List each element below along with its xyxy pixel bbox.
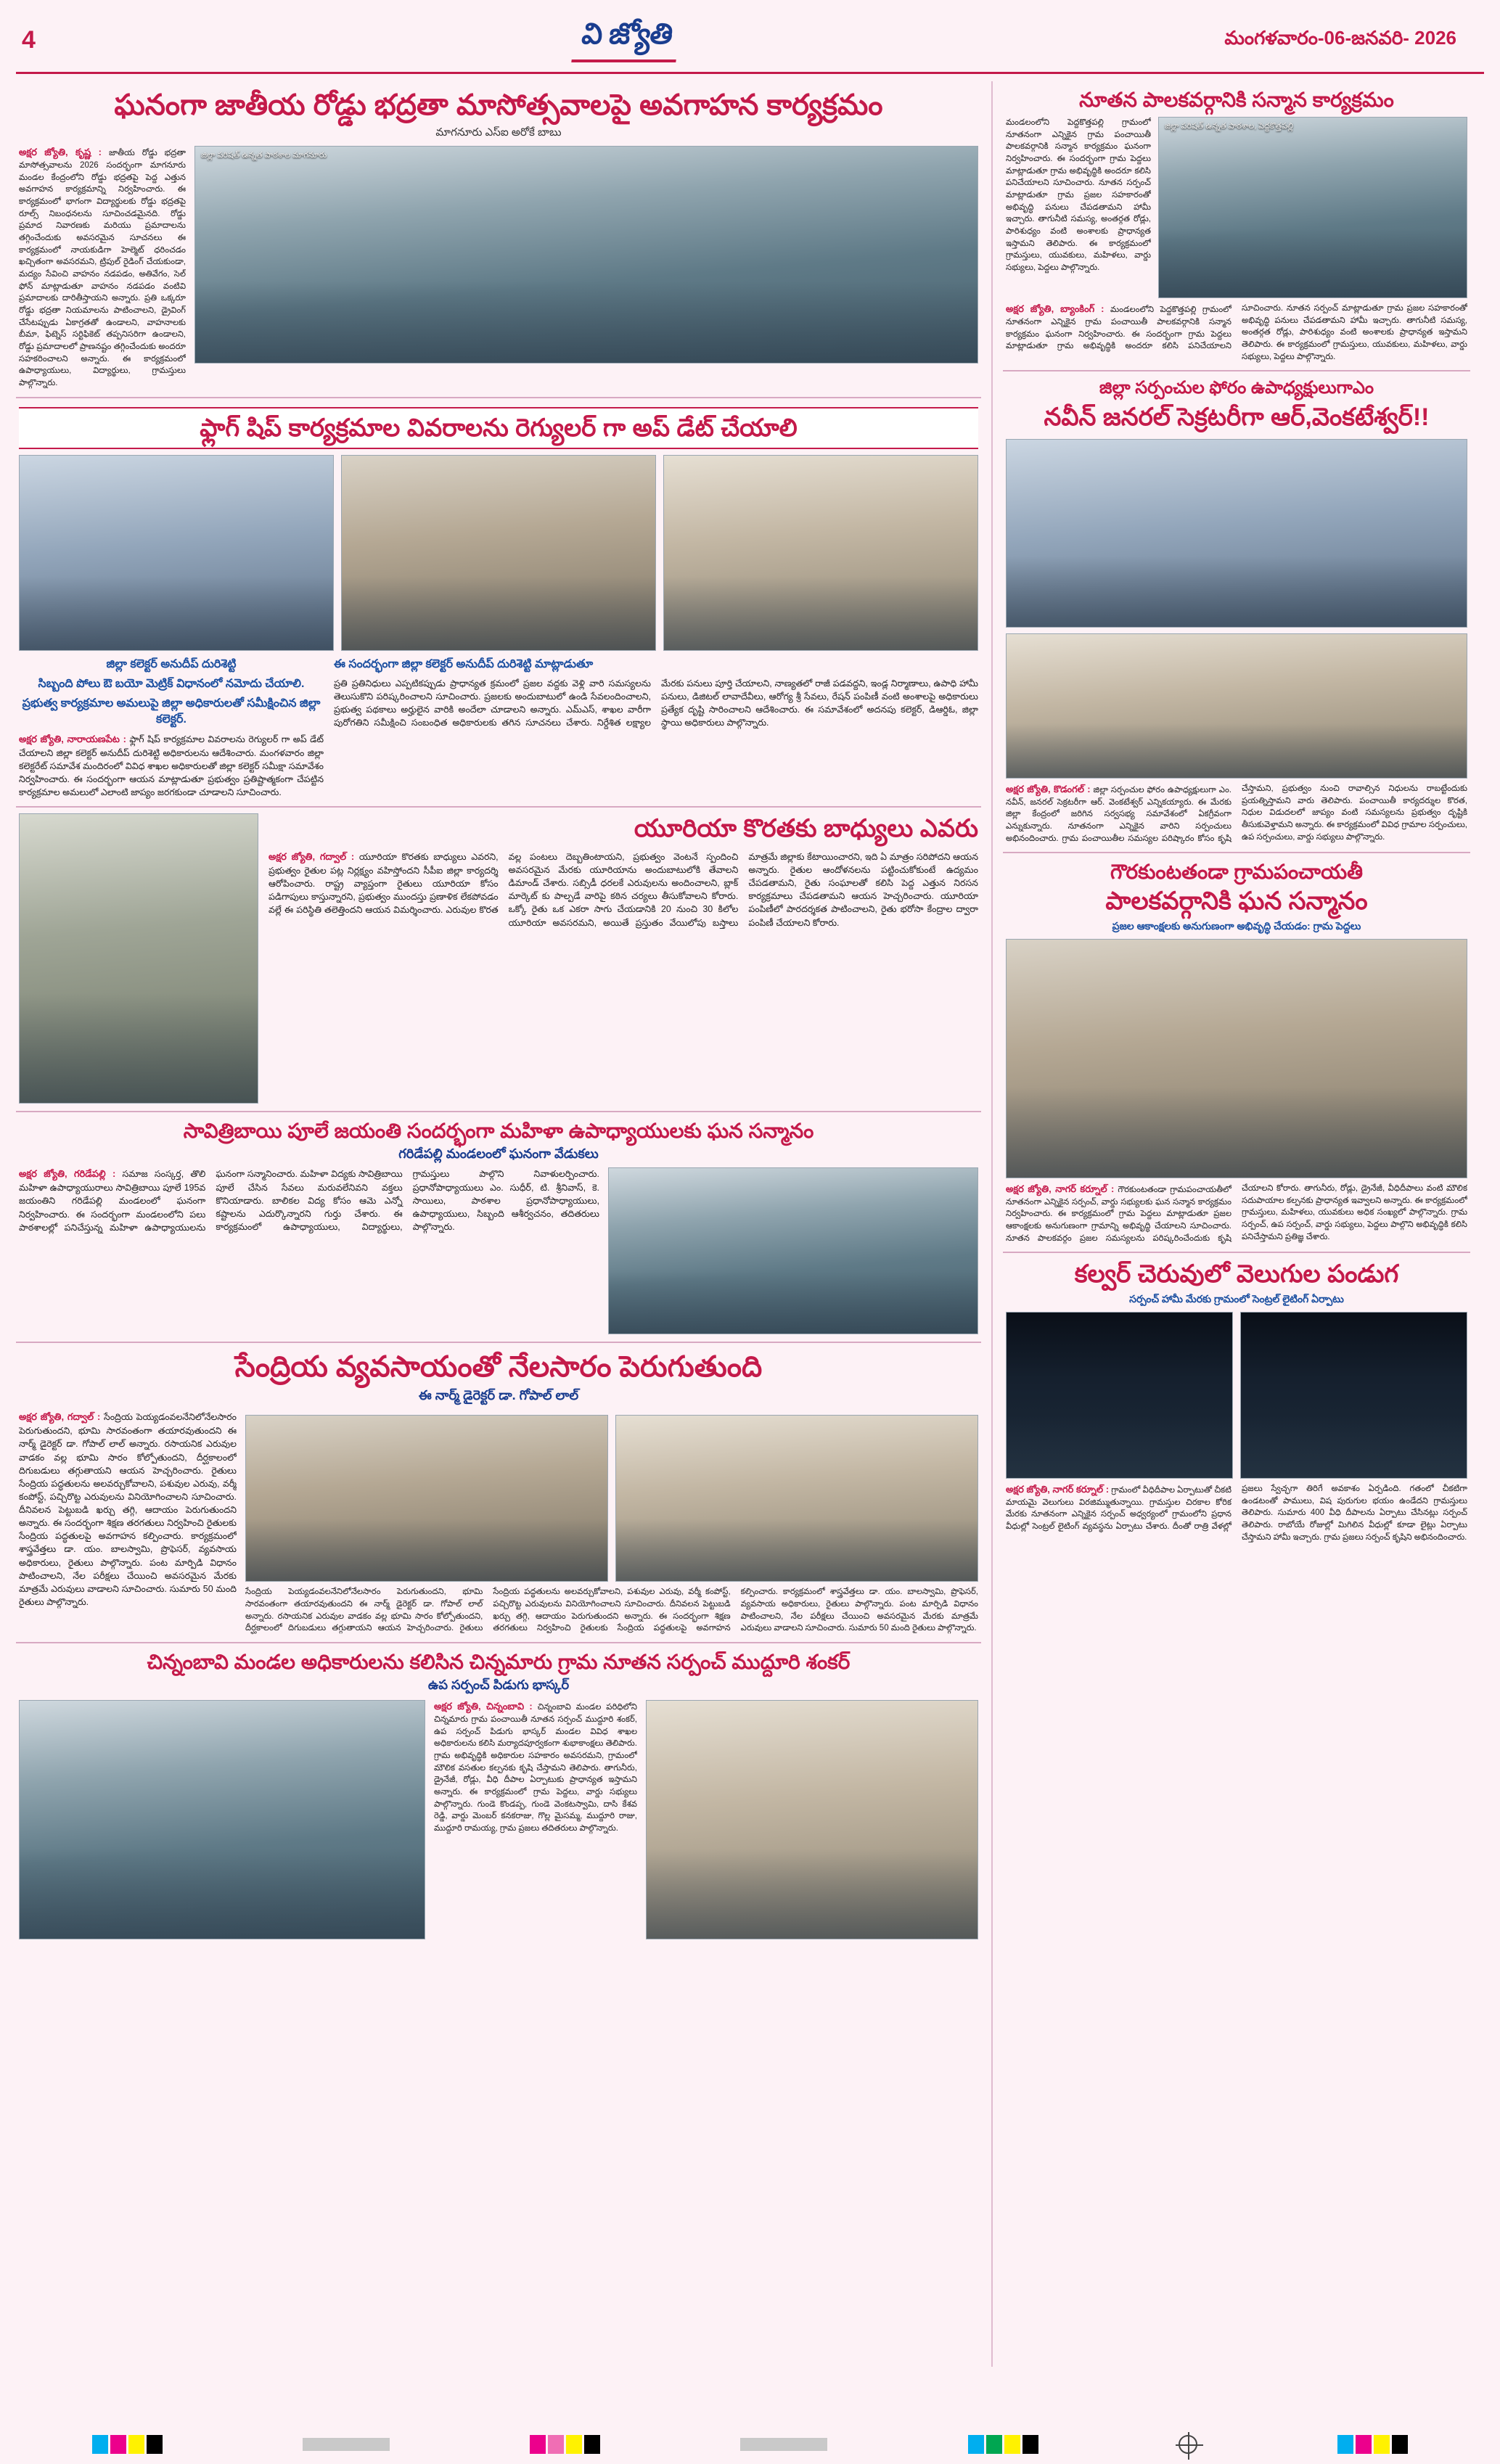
article-headline: చిన్నంబావి మండల అధికారులను కలిసిన చిన్నమారు గ్రామ నూతన సర్పంచ్ ముద్దూరి శంకర్ — [147, 1651, 851, 1674]
color-swatch-magenta — [530, 2435, 546, 2454]
article-subhead: ప్రజల ఆకాంక్షలకు అనుగుణంగా అభివృద్ధి చేయడం: గ్రామ పెద్దలు — [1112, 919, 1361, 932]
article-photo-1 — [1006, 439, 1467, 628]
body-part: జిల్లా సర్పంచుల ఫోరం ఉపాధ్యక్షులుగా ఎం. నవీన్, జనరల్ సెక్రటరీగా ఆర్. వెంకటేశ్వర్ ఎన్నికయ్యారు. ఈ మేరకు జిల్లా కేంద్రంలో జరిగిన సర్వసభ్య సమావేశంలో ఏకగ్రీవంగా ఎన్నుకున్నారు. నూతనంగా ఎన్నికైన వారిని సర్పంచులు అభినందించారు. గ్రామ పంచాయితీల సమస్యల పరిష్కారం కోసం కృషి చేస్తామని, ప్రభుత్వం నుంచి రావాల్సిన నిధులను రాబట్టేందుకు ప్రయత్నిస్తామని వారు తెలిపారు. పంచాయితీ కార్యదర్శుల కొరత, నిధుల విడుదలలో జాప్యం వంటి సమస్యలను ప్రభుత్వం దృష్టికి తీసుకువెళ్తామని అన్నారు. ఈ కార్యక్రమంలో వివిధ గ్రామాల సర్పంచులు, ఉప సర్పంచులు, వార్డు సభ్యులు పాల్గొన్నారు. — [1006, 784, 1467, 843]
dateline: అక్షర జ్యోతి, నాగర్ కర్నూల్ : — [1006, 1483, 1110, 1495]
article-organic-farming — [16, 1343, 981, 1643]
article-photo-3 — [663, 455, 978, 651]
article-body — [19, 1167, 599, 1233]
photo-row — [1006, 1312, 1467, 1479]
color-bar-group-1 — [92, 2435, 163, 2454]
dateline: అక్షర జ్యోతి, గద్వాల్ : — [269, 850, 355, 862]
article-headline: కల్వర్ చెరువులో వెలుగుల పండుగ — [1074, 1260, 1399, 1289]
article-subhead: ఈ నార్మ్ డైరెక్టర్ డా. గోపాల్ లాల్ — [418, 1388, 579, 1403]
issue-date: మంగళవారం-06-జనవరి- 2026 — [1224, 27, 1456, 49]
grey-bar-2 — [740, 2438, 827, 2451]
newspaper-logo — [109, 18, 1144, 62]
article-headline: నూతన పాలకవర్గానికి సన్మాన కార్యక్రమం — [1079, 89, 1394, 111]
masthead — [16, 13, 1484, 74]
color-bar-group-3 — [968, 2435, 1038, 2454]
article-photo-2 — [646, 1700, 978, 1939]
color-swatch-magenta — [110, 2435, 126, 2454]
article-subhead: గరిడేపల్లి మండలంలో ఘనంగా వేడుకలు — [398, 1146, 599, 1162]
article-photo-1 — [19, 1700, 425, 1939]
dateline: అక్షర జ్యోతి, బ్యాంకింగ్ : — [1006, 303, 1104, 314]
article-gram-panchayat-honour — [1003, 853, 1470, 1253]
article-headline: సేంద్రియ వ్యవసాయంతో నేలసారం పెరుగుతుంది — [234, 1351, 763, 1384]
photo-caption: జిల్లా పరిషత్ ఉన్నత పాఠశాల మాగనూరు — [201, 151, 327, 160]
flagship-headline-band — [19, 407, 978, 450]
dateline: అక్షర జ్యోతి, గద్వాల్ : — [19, 1411, 101, 1423]
logo-text: వి జ్యోతి — [572, 18, 682, 62]
article-body — [19, 146, 186, 390]
article-photo — [608, 1167, 978, 1334]
page-number: 4 — [22, 26, 36, 54]
article-photo-2 — [341, 455, 656, 651]
photo-subcaption: ఈ సందర్భంగా జిల్లా కలెక్టర్ అనుదీప్ దురిశెట్టి మాట్లాడుతూ — [334, 658, 594, 671]
grey-bar-1 — [303, 2438, 390, 2451]
article-headline: సావిత్రిబాయి పూలే జయంతి సందర్భంగా మహిళా ఉపాధ్యాయులకు ఘన సన్మానం — [183, 1120, 814, 1143]
color-swatch-yellow — [1374, 2435, 1390, 2454]
body-part: గ్రామంలో వీధిదీపాల ఏర్పాటుతో చీకటి మాయమై వెలుగులు విరజిమ్ముతున్నాయి. గ్రామస్తుల చిరకాల కోరిక మేరకు నూతనంగా ఎన్నికైన సర్పంచ్ అధ్వర్యంలో గ్రామంలోని ప్రధాన వీధుల్లో సెంట్రల్ లైటింగ్ వ్యవస్థను ఏర్పాటు చేశారు. దీంతో రాత్రి వేళల్లో ప్రజలు స్వేచ్ఛగా తిరిగే అవకాశం ఏర్పడింది. గతంలో చీకటిగా ఉండటంతో పాములు, విష పురుగుల భయం ఉండేదని గ్రామస్తులు తెలిపారు. సుమారు 400 వీధి దీపాలను ఏర్పాటు చేసినట్లు సర్పంచ్ తెలిపారు. రాబోయే రోజుల్లో మిగిలిన వీధుల్లో కూడా లైట్లు ఏర్పాటు చేస్తామని హామీ ఇచ్చారు. గ్రామ ప్రజలు సర్పంచ్ కృషిని అభినందించారు. — [1006, 1484, 1467, 1542]
color-swatch-cyan — [968, 2435, 984, 2454]
article-headline: ఫ్లాగ్ షిప్ కార్యక్రమాల వివరాలను రెగ్యులర్ గా అప్ డేట్ చేయాలి — [200, 414, 798, 442]
article-photo — [1006, 939, 1467, 1178]
body-part: మండలంలోని పెద్దకొత్తపల్లి గ్రామంలో నూతనంగా ఎన్నికైన గ్రామ పంచాయితీ పాలకవర్గానికి సన్మాన కార్యక్రమం ఘనంగా నిర్వహించారు. ఈ సందర్భంగా గ్రామ పెద్దలు మాట్లాడుతూ గ్రామ అభివృద్ధికి అందరూ కలిసి పనిచేయాలని సూచించారు. నూతన సర్పంచ్ మాట్లాడుతూ గ్రామ ప్రజల సహకారంతో అభివృద్ధి పనులు చేపడతామని హామీ ఇచ్చారు. తాగునీటి సమస్య, అంతర్గత రోడ్లు, పారిశుధ్యం వంటి అంశాలకు ప్రాధాన్యత ఇస్తామని తెలిపారు. ఈ కార్యక్రమంలో గ్రామస్తులు, యువకులు, మహిళలు, వార్డు సభ్యులు, పెద్దలు పాల్గొన్నారు. — [1006, 304, 1467, 361]
photo-credit-2: సిబ్బంది పోలు ఔ బయో మెట్రిక్ విధానంలో నమోదు చేయాలి. — [38, 678, 305, 691]
color-bar-group-4 — [1337, 2435, 1408, 2454]
body-part: సమాజ సంస్కర్త, తొలి మహిళా ఉపాధ్యాయురాలు సావిత్రిబాయి పూలే 195వ జయంతిని గరిడేపల్లి మండలంలో ఘనంగా నిర్వహించారు. ఈ సందర్భంగా మండలంలోని పలు పాఠశాలల్లో పనిచేస్తున్న మహిళా ఉపాధ్యాయులను ఘనంగా సన్మానించారు. మహిళా విద్యకు సావిత్రిబాయి పూలే చేసిన సేవలు మరువలేనివని వక్తలు కొనియాడారు. బాలికల విద్య కోసం ఆమె ఎన్నో కష్టాలను ఎదుర్కొన్నారని గుర్తు చేశారు. ఈ కార్యక్రమంలో ఉపాధ్యాయులు, విద్యార్థులు, గ్రామస్తులు పాల్గొని నివాళులర్పించారు. ప్రధానోపాధ్యాయులు ఎం. సుధీర్, టి. శ్రీనివాస్, కె. సాయిలు, పాఠశాల ప్రధానోపాధ్యాయులు, ఉపాధ్యాయులు, సిబ్బంది ఆశీర్వచనం, తదితరులు పాల్గొన్నారు. — [19, 1169, 599, 1233]
color-swatch-pink — [548, 2435, 564, 2454]
article-photo-1 — [245, 1415, 608, 1582]
dateline: అక్షర జ్యోతి, నారాయణపేట : — [19, 734, 126, 745]
color-swatch-green — [986, 2435, 1002, 2454]
article-body-left — [19, 1410, 237, 1609]
article-subhead: ఉప సర్పంచ్ పిడుగు భాస్కర్ — [427, 1677, 570, 1693]
article-body — [269, 850, 978, 929]
article-body — [1006, 1183, 1467, 1245]
dateline: అక్షర జ్యోతి, నాగర్ కర్నూల్ : — [1006, 1183, 1115, 1194]
color-swatch-cyan — [1337, 2435, 1353, 2454]
registration-mark-icon — [1179, 2435, 1197, 2454]
dateline: అక్షర జ్యోతి, కొడంగల్ : — [1006, 783, 1091, 794]
article-street-lights — [1003, 1253, 1470, 1551]
color-swatch-black — [584, 2435, 600, 2454]
article-body-left: మండలంలోని పెద్దకొత్తపల్లి గ్రామంలో నూతనంగా ఎన్నికైన గ్రామ పంచాయితీ పాలకవర్గానికి సన్మాన కార్యక్రమం ఘనంగా నిర్వహించారు. ఈ సందర్భంగా గ్రామ పెద్దలు మాట్లాడుతూ గ్రామ అభివృద్ధికి అందరూ కలిసి పనిచేయాలని సూచించారు. నూతన సర్పంచ్ మాట్లాడుతూ గ్రామ ప్రజల సహకారంతో అభివృద్ధి పనులు చేపడతామని హామీ ఇచ్చారు. తాగునీటి సమస్య, అంతర్గత రోడ్లు, పారిశుధ్యం వంటి అంశాలకు ప్రాధాన్యత ఇస్తామని తెలిపారు. ఈ కార్యక్రమంలో గ్రామస్తులు, యువకులు, మహిళలు, వార్డు సభ్యులు, పెద్దలు పాల్గొన్నారు. — [1006, 118, 1151, 273]
article-sarpanch-forum — [1003, 371, 1470, 853]
article-headline: పాలకవర్గానికి ఘన సన్మానం — [1105, 887, 1368, 916]
article-headline: ఘనంగా జాతీయ రోడ్డు భద్రతా మాసోత్సవాలపై అవగాహన కార్యక్రమం — [114, 89, 883, 121]
body-part: యూరియా కొరతకు బాధ్యులు ఎవరని, ప్రభుత్వం రైతుల పట్ల నిర్లక్ష్యం వహిస్తోందని సీపీఐ జిల్లా కార్యదర్శి ఆరోపించారు. రాష్ట్ర వ్యాప్తంగా రైతులు యూరియా కోసం పడిగాపులు కాస్తున్నారని, ప్రభుత్వం ముందస్తు ప్రణాళిక లేకపోవడం వల్లే ఈ పరిస్థితి తలెత్తిందని ఆయన విమర్శించారు. ఎరువుల కొరత వల్ల పంటలు దెబ్బతింటాయని, ప్రభుత్వం వెంటనే స్పందించి అవసరమైన మేరకు యూరియాను అందుబాటులోకి తేవాలని డిమాండ్ చేశారు. సబ్సిడీ ధరలకే ఎరువులను అందించాలని, బ్లాక్ మార్కెట్ కు పాల్పడే వారిపై కఠిన చర్యలు తీసుకోవాలని కోరారు. ఒక్కో రైతు ఒక ఎకరా సాగు చేయడానికి 20 నుంచి 30 కిలోల యూరియా అవసరమని, అయితే ప్రస్తుతం వేయిలోపు బస్తాలు మాత్రమే జిల్లాకు కేటాయించారని, ఇది ఏ మాత్రం సరిపోదని ఆయన అన్నారు. రైతుల ఆందోళనలను పట్టించుకోకుంటే ఉద్యమం చేపడతామని, రైతు సంఘాలతో కలిసి పెద్ద ఎత్తున నిరసన కార్యక్రమాలు చేపడతామని ఆయన హెచ్చరించారు. యూరియా పంపిణీలో పారదర్శకత పాటించాలని, రైతు భరోసా కేంద్రాల ద్వారా పంపిణీ చేయాలని కోరారు. — [269, 851, 978, 928]
article-road-safety — [16, 81, 981, 398]
body-part: గౌరకుంటతండా గ్రామపంచాయతీలో నూతనంగా ఎన్నికైన సర్పంచ్, వార్డు సభ్యులకు ఘన సన్మాన కార్యక్రమం నిర్వహించారు. ఈ కార్యక్రమంలో గ్రామ పెద్దలు మాట్లాడుతూ ప్రజల ఆకాంక్షలకు అనుగుణంగా గ్రామాన్ని అభివృద్ధి చేయాలని సూచించారు. నూతన పాలకవర్గం ప్రజల సమస్యలను పరిష్కరించేందుకు కృషి చేయాలని కోరారు. తాగునీరు, రోడ్లు, డ్రైనేజీ, వీధిదీపాలు వంటి మౌలిక సదుపాయాల కల్పనకు ప్రాధాన్యత ఇవ్వాలని అన్నారు. ఈ కార్యక్రమంలో గ్రామస్తులు, మహిళలు, యువకులు అధిక సంఖ్యలో పాల్గొన్నారు. గ్రామ సర్పంచ్, ఉప సర్పంచ్, వార్డు సభ్యులు, పెద్దలు పాల్గొని అభివృద్ధికి కలిసి పనిచేస్తామని ప్రతిజ్ఞ చేశారు. — [1006, 1183, 1467, 1243]
color-swatch-yellow — [566, 2435, 582, 2454]
article-kicker: గౌరకుంటతండా గ్రామపంచాయతీ — [1110, 861, 1363, 884]
article-subhead: సర్పంచ్ హామీ మేరకు గ్రామంలో సెంట్రల్ లైటింగ్ ఏర్పాటు — [1129, 1292, 1344, 1305]
article-portrait-photo — [19, 813, 258, 1104]
article-sarpanch-visit — [16, 1643, 981, 1947]
color-swatch-black — [147, 2435, 163, 2454]
color-swatch-black — [1022, 2435, 1038, 2454]
article-urea — [16, 808, 981, 1112]
article-photo — [1158, 117, 1467, 298]
left-column — [16, 81, 981, 2367]
body-part: సేంద్రియ పెయ్యడంవలనేనిలోనేలసారం పెరుగుతుందని, భూమి సారవంతంగా తయారవుతుందని ఈ నార్మ్ డైరెక్టర్ డా. గోపాల్ లాల్ అన్నారు. రసాయనిక ఎరువుల వాడకం వల్ల భూమి సారం కోల్పోతుందని, దీర్ఘకాలంలో దిగుబడులు తగ్గుతాయని ఆయన హెచ్చరించారు. రైతులు సేంద్రియ పద్ధతులను అలవర్చుకోవాలని, పశువుల ఎరువు, వర్మీ కంపోస్ట్, పచ్చిరొట్ట ఎరువులను వినియోగించాలని సూచించారు. దీనివలన పెట్టుబడి ఖర్చు తగ్గి, ఆదాయం పెరుగుతుందని అన్నారు. ఈ సందర్భంగా శిక్షణ తరగతులు నిర్వహించి రైతులకు సేంద్రియ పద్ధతులపై అవగాహన కల్పించారు. కార్యక్రమంలో శాస్త్రవేత్తలు డా. యం. బాలస్వామి, ప్రొఫెసర్, వ్యవసాయ అధికారులు, రైతులు పాల్గొన్నారు. పంట మార్పిడి విధానం పాటించాలని, నేల పరీక్షలు చేయించి అవసరమైన మేరకు మాత్రమే ఎరువులు వాడాలని సూచించారు. సుమారు 50 మంది రైతులు పాల్గొన్నారు. — [19, 1412, 237, 1607]
article-photo-2 — [1006, 633, 1467, 779]
photo-row — [19, 455, 978, 651]
article-byline: మాగనూరు ఎస్ఐ అరోకే బాబు — [435, 126, 562, 139]
dateline: అక్షర జ్యోతి, గరిడేపల్లి : — [19, 1168, 116, 1180]
color-swatch-black — [1392, 2435, 1408, 2454]
photo-credit-3: ప్రభుత్వ కార్యక్రమాల అమలుపై జిల్లా అధికారులతో సమీక్షించిన జిల్లా కలెక్టర్. — [22, 697, 321, 726]
dateline: అక్షర జ్యోతి, చిన్నంబావి : — [434, 1701, 533, 1712]
article-body — [1006, 783, 1467, 845]
article-new-body-felicitation — [1003, 81, 1470, 371]
article-body-left — [19, 733, 324, 799]
article-body-right: సేంద్రియ పెయ్యడంవలనేనిలోనేలసారం పెరుగుతుందని, భూమి సారవంతంగా తయారవుతుందని ఈ నార్మ్ డైరెక్టర్ డా. గోపాల్ లాల్ అన్నారు. రసాయనిక ఎరువుల వాడకం వల్ల భూమి సారం కోల్పోతుందని, దీర్ఘకాలంలో దిగుబడులు తగ్గుతాయని ఆయన హెచ్చరించారు. రైతులు సేంద్రియ పద్ధతులను అలవర్చుకోవాలని, పశువుల ఎరువు, వర్మీ కంపోస్ట్, పచ్చిరొట్ట ఎరువులను వినియోగించాలని సూచించారు. దీనివలన పెట్టుబడి ఖర్చు తగ్గి, ఆదాయం పెరుగుతుందని అన్నారు. ఈ సందర్భంగా శిక్షణ తరగతులు నిర్వహించి రైతులకు సేంద్రియ పద్ధతులపై అవగాహన కల్పించారు. కార్యక్రమంలో శాస్త్రవేత్తలు డా. యం. బాలస్వామి, ప్రొఫెసర్, వ్యవసాయ అధికారులు, రైతులు పాల్గొన్నారు. పంట మార్పిడి విధానం పాటించాలని, నేల పరీక్షలు చేయించి అవసరమైన మేరకు మాత్రమే ఎరువులు వాడాలని సూచించారు. సుమారు 50 మంది రైతులు పాల్గొన్నారు. — [245, 1588, 978, 1633]
color-swatch-yellow — [1004, 2435, 1020, 2454]
print-registration-bar — [0, 2435, 1500, 2454]
article-photo-2 — [1240, 1312, 1467, 1479]
color-swatch-magenta — [1356, 2435, 1372, 2454]
article-photo-1 — [19, 455, 334, 651]
article-headline: నవీన్ జనరల్ సెక్రటరీగా ఆర్,వెంకటేశ్వర్!! — [1044, 403, 1430, 432]
color-bar-group-2 — [530, 2435, 600, 2454]
article-body — [1006, 1483, 1467, 1543]
photo-row — [245, 1415, 978, 1582]
photo-caption: జిల్లా పరిషత్ ఉన్నత పాఠశాల, పెద్దకొత్తపల్లి — [1165, 122, 1293, 131]
body-part: ఫ్లాగ్ షిప్ కార్యక్రమాల వివరాలను రెగ్యులర్ గా అప్ డేట్ చేయాలని జిల్లా కలెక్టర్ అనుదీప్ దురిశెట్టి అధికారులను ఆదేశించారు. మంగళవారం జిల్లా కలెక్టరేట్ సమావేశ మందిరంలో వివిధ శాఖల అధికారులతో జిల్లా కలెక్టర్ సమీక్షా సమావేశం నిర్వహించారు. ఈ సందర్భంగా ఆయన మాట్లాడుతూ ప్రభుత్వం ప్రతిష్టాత్మకంగా చేపట్టిన కార్యక్రమాల అమలులో ఎలాంటి జాప్యం జరగకుండా చూడాలని సూచించారు. — [19, 734, 324, 798]
article-kicker: జిల్లా సర్పంచుల ఫోరం ఉపాధ్యక్షులుగాఎం — [1099, 378, 1374, 398]
color-swatch-yellow — [128, 2435, 144, 2454]
body-part: చిన్నంబావి మండల పరిధిలోని చిన్నమారు గ్రామ పంచాయితీ నూతన సర్పంచ్ ముద్దూరి శంకర్, ఉప సర్పంచ్ పిడుగు భాస్కర్ మండల వివిధ శాఖల అధికారులను కలిసి మర్యాదపూర్వకంగా శుభాకాంక్షలు తెలిపారు. గ్రామ అభివృద్ధికి అధికారుల సహకారం అవసరమని, గ్రామంలో మౌలిక వసతుల కల్పనకు కృషి చేస్తామని తెలిపారు. తాగునీరు, డ్రైనేజీ, రోడ్లు, వీధి దీపాల ఏర్పాటుకు ప్రాధాన్యత ఇస్తామని అన్నారు. ఈ కార్యక్రమంలో గ్రామ పెద్దలు, వార్డు సభ్యులు పాల్గొన్నారు. గుండె కొండప్ప, గుండె వెంకటస్వామి, దాసి కేశవ రెడ్డి, వార్డు మెంబర్ కనకరాజు, గొల్ల మైసమ్మ, ముద్దూరి రాజు, ముద్దూరి రామయ్య, గ్రామ ప్రజలు తదితరులు పాల్గొన్నారు. — [434, 1703, 637, 1833]
dateline: అక్షర జ్యోతి, కృష్ణ : — [19, 147, 102, 157]
article-flagship — [16, 398, 981, 808]
photo-credit-1: జిల్లా కలెక్టర్ అనుదీప్ దురిశెట్టి — [106, 658, 237, 671]
color-swatch-cyan — [92, 2435, 108, 2454]
article-photo-2 — [615, 1415, 978, 1582]
article-photo-1 — [1006, 1312, 1233, 1479]
article-body — [1006, 303, 1467, 363]
article-body-right: ప్రతి ప్రతినిధులు ఎప్పటికప్పుడు ప్రాధాన్యత క్రమంలో ప్రజల వద్దకు వెళ్లి వారి సమస్యలను తెలుసుకొని పరిష్కరించాలని సూచించారు. ప్రజలకు అందుబాటులో ఉండి సేవలందించాలని, ప్రభుత్వ పథకాలు అర్హులైన వారికి అందేలా చూడాలని అన్నారు. ఎమ్ఎస్, శాఖల వారీగా పురోగతిని సమీక్షించి సంబంధిత అధికారులకు తగిన సూచనలు చేశారు. నిర్దేశిత లక్ష్యాల మేరకు పనులు పూర్తి చేయాలని, నాణ్యతలో రాజీ పడవద్దని, ఇండ్ల నిర్మాణాలు, ఉపాధి హామీ పనులు, డిజిటల్ లావాదేవీలు, ఆరోగ్య శ్రీ సేవలు, రేషన్ పంపిణీ వంటి అంశాలపై అధికారులు ప్రత్యేక దృష్టి సారించాలని ఆదేశించారు. ఈ సమావేశంలో అదనపు కలెక్టర్, డిఆర్డిఓ, జిల్లా స్థాయి అధికారులు పాల్గొన్నారు. — [334, 678, 978, 728]
article-photo — [194, 146, 978, 364]
article-savitribai — [16, 1112, 981, 1343]
article-headline: యూరియా కొరతకు బాధ్యులు ఎవరు — [634, 815, 978, 843]
body-part: జాతీయ రోడ్డు భద్రతా మాసోత్సవాలను 2026 సందర్భంగా మాగనూరు మండల కేంద్రంలోని రోడ్డు భద్రతపై పెద్ద ఎత్తున అవగాహన కార్యక్రమాన్ని నిర్వహించారు. ఈ కార్యక్రమంలో భాగంగా విద్యార్థులకు రోడ్డు భద్రతపై రూల్స్ నిబంధనలను సూచించడమైనది. రోడ్డు ప్రమాద నివారణకు మరియు ప్రమాదాలను తగ్గించేందుకు అవసరమైన సూచనలు ఈ కార్యక్రమంలో నాయకుడిగా హెల్మెట్ ధరించడం ఖచ్చితంగా అవసరమని, ట్రిపుల్ రైడింగ్ చేయకుండా, మద్యం సేవించి వాహనం నడపడం, అతివేగం, సెల్ ఫోన్ మాట్లాడుతూ వాహనం నడపడం వంటివి ప్రమాదాలకు దారితీస్తాయని అన్నారు. ప్రతి ఒక్కరూ రోడ్డు భద్రతా నియమాలను పాటించాలని, డ్రైవింగ్ చేసేటప్పుడు ఏకాగ్రతతో ఉండాలని, వాహనాలకు బీమా, ఫిట్నెస్ సర్టిఫికెట్ తప్పనిసరిగా ఉండాలని, రోడ్డు ప్రమాదాలలో ప్రాణనష్టం తగ్గించేందుకు అందరూ సహకరించాలని అన్నారు. ఈ కార్యక్రమంలో ఉపాధ్యాయులు, విద్యార్థులు, గ్రామస్తులు పాల్గొన్నారు. — [19, 149, 186, 387]
article-body — [434, 1700, 637, 1835]
right-column — [991, 81, 1470, 2367]
page-content — [16, 81, 1484, 2367]
